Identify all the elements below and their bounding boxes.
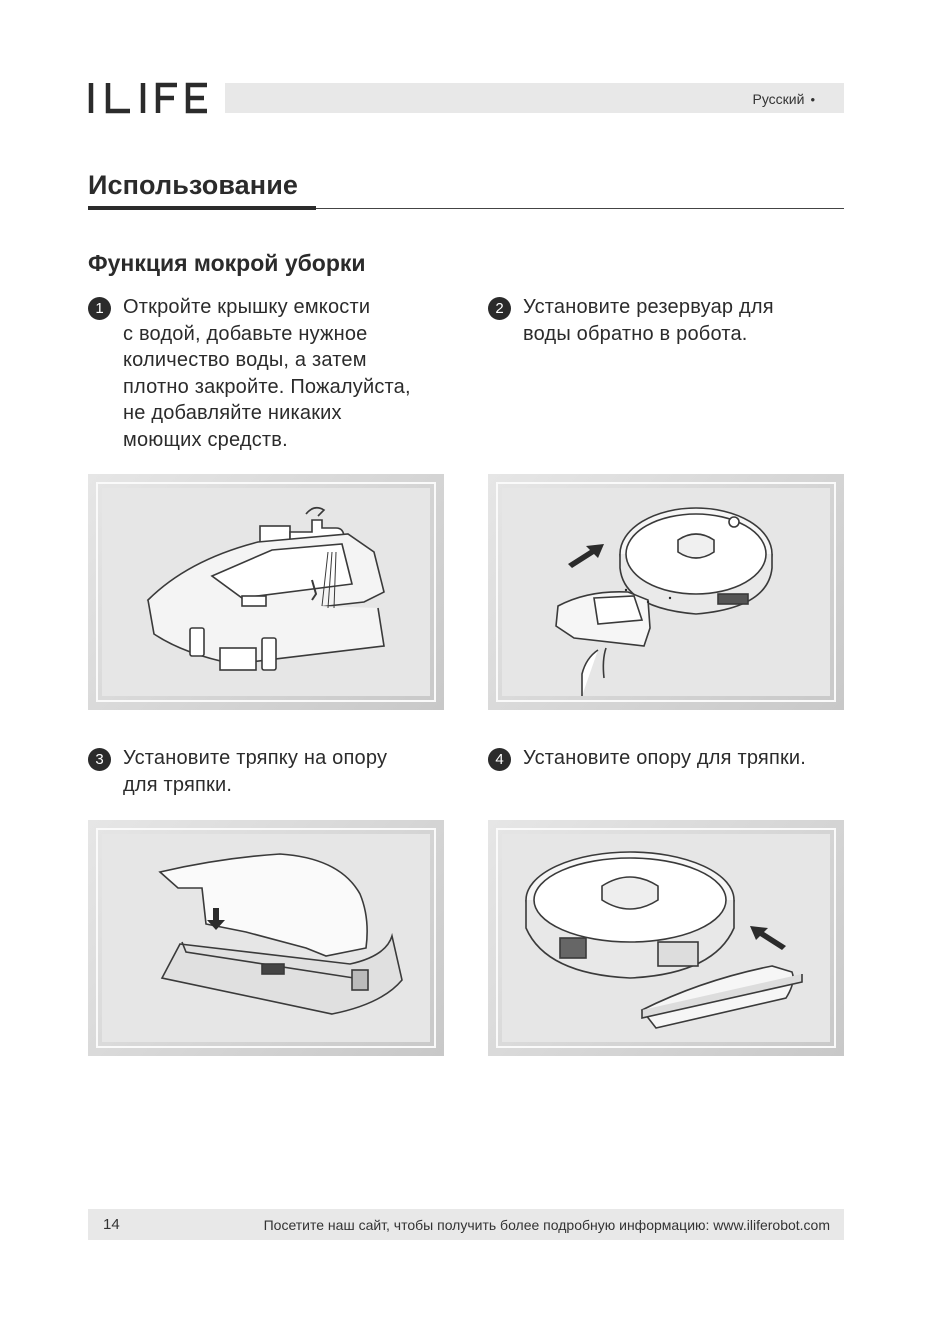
ilife-logo — [88, 78, 210, 118]
illustration-frame-4 — [488, 820, 844, 1056]
step-2-text: Установите резервуар для воды обратно в робота. — [523, 296, 774, 345]
footer-website-text: Посетите наш сайт, чтобы получить более подробную информацию: www.iliferobot.com — [263, 1217, 830, 1233]
step-number-3: 3 — [88, 748, 111, 771]
page-title: Использование — [88, 170, 299, 200]
step-number-4: 4 — [488, 748, 511, 771]
illustration-frame-1 — [88, 474, 444, 710]
step-4-text: Установите опору для тряпки. — [523, 747, 807, 769]
step-3-text: Установите тряпку на опору для тряпки. — [123, 747, 388, 796]
mop-cloth-attach-illustration — [102, 834, 430, 1042]
illustration-frame-3 — [88, 820, 444, 1056]
footer-bar — [88, 1209, 844, 1240]
section-title: Функция мокрой уборки — [88, 250, 366, 276]
mop-holder-install-illustration — [502, 834, 830, 1042]
water-tank-faucet-illustration — [102, 488, 430, 696]
step-1-text: Откройте крышку емкости с водой, добавьте нужное количество воды, а затем плотно закройте. Пожалуйста, не добавляйте никаких моющих средств. — [123, 296, 411, 451]
page-number: 14 — [103, 1216, 120, 1233]
header-bar — [225, 83, 844, 113]
illustration-frame-2 — [488, 474, 844, 710]
step-number-2: 2 — [488, 297, 511, 320]
title-underline — [88, 206, 316, 210]
step-number-1: 1 — [88, 297, 111, 320]
language-label: Русский • — [752, 91, 815, 107]
robot-tank-insert-illustration — [502, 488, 830, 696]
